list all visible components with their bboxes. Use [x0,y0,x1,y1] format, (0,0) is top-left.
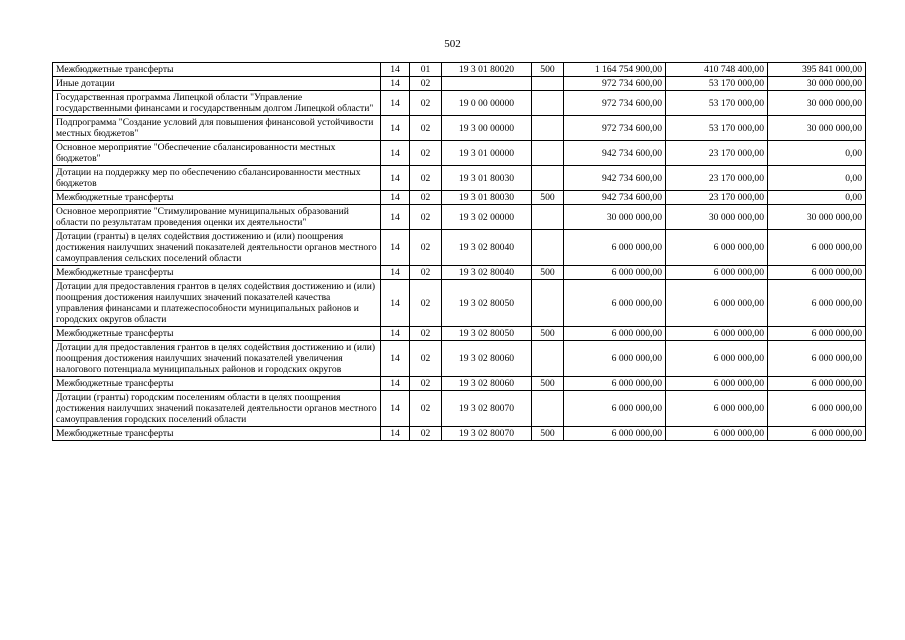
table-row [53,77,866,91]
table-row [53,266,866,280]
amount-year-3-cell: 30 000 000,00 [768,205,866,230]
expense-name-cell: Межбюджетные трансферты [53,377,381,391]
expense-name-cell: Дотации (гранты) городским поселениям области в целях поощрения достижения наилучших значений показателей деятельности органов местного самоуправления городских поселений области [53,391,381,427]
expense-type-cell: 500 [532,377,564,391]
table-row [53,141,866,166]
target-article-cell: 19 3 02 80050 [442,327,532,341]
amount-year-3-cell: 6 000 000,00 [768,391,866,427]
amount-year-1-cell: 6 000 000,00 [564,377,666,391]
amount-year-1-cell: 942 734 600,00 [564,191,666,205]
section-code-cell: 14 [381,77,410,91]
subsection-code-cell: 02 [410,141,442,166]
expense-type-cell [532,391,564,427]
target-article-cell: 19 3 02 80070 [442,391,532,427]
section-code-cell: 14 [381,327,410,341]
amount-year-2-cell: 53 170 000,00 [666,116,768,141]
amount-year-1-cell: 6 000 000,00 [564,391,666,427]
amount-year-2-cell: 6 000 000,00 [666,230,768,266]
expense-name-cell: Иные дотации [53,77,381,91]
subsection-code-cell: 02 [410,191,442,205]
subsection-code-cell: 02 [410,91,442,116]
amount-year-3-cell: 6 000 000,00 [768,427,866,441]
amount-year-1-cell: 972 734 600,00 [564,77,666,91]
amount-year-1-cell: 972 734 600,00 [564,116,666,141]
expense-type-cell [532,141,564,166]
expense-type-cell: 500 [532,63,564,77]
expense-type-cell [532,166,564,191]
amount-year-3-cell: 0,00 [768,166,866,191]
section-code-cell: 14 [381,116,410,141]
target-article-cell [442,77,532,91]
amount-year-2-cell: 53 170 000,00 [666,77,768,91]
table-row [53,377,866,391]
amount-year-1-cell: 30 000 000,00 [564,205,666,230]
amount-year-2-cell: 23 170 000,00 [666,191,768,205]
expense-name-cell: Межбюджетные трансферты [53,191,381,205]
subsection-code-cell: 02 [410,205,442,230]
section-code-cell: 14 [381,191,410,205]
expense-type-cell: 500 [532,191,564,205]
target-article-cell: 19 3 02 80060 [442,377,532,391]
expense-name-cell: Дотации на поддержку мер по обеспечению сбалансированности местных бюджетов [53,166,381,191]
section-code-cell: 14 [381,63,410,77]
amount-year-3-cell: 395 841 000,00 [768,63,866,77]
amount-year-2-cell: 23 170 000,00 [666,141,768,166]
expense-type-cell [532,205,564,230]
amount-year-3-cell: 30 000 000,00 [768,116,866,141]
target-article-cell: 19 3 01 80030 [442,191,532,205]
subsection-code-cell: 02 [410,166,442,191]
target-article-cell: 19 3 01 00000 [442,141,532,166]
target-article-cell: 19 3 02 80060 [442,341,532,377]
target-article-cell: 19 3 02 80070 [442,427,532,441]
target-article-cell: 19 3 00 00000 [442,116,532,141]
amount-year-3-cell: 0,00 [768,141,866,166]
expense-name-cell: Дотации для предоставления грантов в целях содействия достижению и (или) поощрения достижения наилучших значений показателей качества управления финансами и платежеспособности муниципальных районов и городских округов области [53,280,381,327]
subsection-code-cell: 02 [410,391,442,427]
amount-year-3-cell: 6 000 000,00 [768,280,866,327]
target-article-cell: 19 3 02 80050 [442,280,532,327]
subsection-code-cell: 02 [410,116,442,141]
table-row [53,63,866,77]
amount-year-3-cell: 6 000 000,00 [768,266,866,280]
amount-year-3-cell: 0,00 [768,191,866,205]
expense-name-cell: Дотации (гранты) в целях содействия достижению и (или) поощрения достижения наилучших значений показателей деятельности органов местного самоуправления сельских поселений области [53,230,381,266]
amount-year-1-cell: 6 000 000,00 [564,341,666,377]
subsection-code-cell: 02 [410,341,442,377]
table-row [53,391,866,427]
expense-name-cell: Основное мероприятие "Стимулирование муниципальных образований области по результатам проведения оценки их деятельности" [53,205,381,230]
amount-year-1-cell: 6 000 000,00 [564,230,666,266]
section-code-cell: 14 [381,391,410,427]
table-row [53,327,866,341]
amount-year-2-cell: 6 000 000,00 [666,391,768,427]
expense-type-cell: 500 [532,327,564,341]
section-code-cell: 14 [381,266,410,280]
amount-year-2-cell: 6 000 000,00 [666,341,768,377]
amount-year-2-cell: 6 000 000,00 [666,327,768,341]
table-row [53,166,866,191]
amount-year-1-cell: 6 000 000,00 [564,327,666,341]
subsection-code-cell: 01 [410,63,442,77]
expense-name-cell: Межбюджетные трансферты [53,63,381,77]
expense-type-cell [532,280,564,327]
section-code-cell: 14 [381,91,410,116]
amount-year-2-cell: 6 000 000,00 [666,377,768,391]
expense-name-cell: Основное мероприятие "Обеспечение сбалансированности местных бюджетов" [53,141,381,166]
expense-type-cell: 500 [532,427,564,441]
amount-year-2-cell: 23 170 000,00 [666,166,768,191]
table-row [53,280,866,327]
table-row [53,230,866,266]
target-article-cell: 19 3 01 80030 [442,166,532,191]
table-row [53,341,866,377]
section-code-cell: 14 [381,141,410,166]
section-code-cell: 14 [381,166,410,191]
amount-year-3-cell: 6 000 000,00 [768,377,866,391]
expense-name-cell: Межбюджетные трансферты [53,427,381,441]
table-row [53,427,866,441]
section-code-cell: 14 [381,280,410,327]
amount-year-1-cell: 6 000 000,00 [564,280,666,327]
expense-name-cell: Дотации для предоставления грантов в целях содействия достижению и (или) поощрения достижения наилучших значений показателей увеличения налогового потенциала муниципальных районов и городских округов [53,341,381,377]
expense-type-cell [532,77,564,91]
amount-year-1-cell: 6 000 000,00 [564,427,666,441]
section-code-cell: 14 [381,205,410,230]
amount-year-2-cell: 6 000 000,00 [666,280,768,327]
expense-type-cell: 500 [532,266,564,280]
section-code-cell: 14 [381,427,410,441]
subsection-code-cell: 02 [410,427,442,441]
subsection-code-cell: 02 [410,327,442,341]
table-row [53,116,866,141]
amount-year-1-cell: 6 000 000,00 [564,266,666,280]
expense-type-cell [532,116,564,141]
amount-year-1-cell: 1 164 754 900,00 [564,63,666,77]
amount-year-3-cell: 6 000 000,00 [768,230,866,266]
amount-year-3-cell: 30 000 000,00 [768,77,866,91]
expense-name-cell: Межбюджетные трансферты [53,266,381,280]
section-code-cell: 14 [381,377,410,391]
target-article-cell: 19 3 02 80040 [442,266,532,280]
table-row [53,91,866,116]
expense-name-cell: Государственная программа Липецкой области "Управление государственными финансами и государственным долгом Липецкой области" [53,91,381,116]
amount-year-2-cell: 6 000 000,00 [666,266,768,280]
section-code-cell: 14 [381,341,410,377]
target-article-cell: 19 3 02 80040 [442,230,532,266]
expense-name-cell: Подпрограмма "Создание условий для повышения финансовой устойчивости местных бюджетов" [53,116,381,141]
budget-table-body [53,63,866,441]
expense-type-cell [532,91,564,116]
target-article-cell: 19 0 00 00000 [442,91,532,116]
target-article-cell: 19 3 01 80020 [442,63,532,77]
amount-year-1-cell: 972 734 600,00 [564,91,666,116]
amount-year-3-cell: 30 000 000,00 [768,91,866,116]
table-row [53,191,866,205]
amount-year-2-cell: 53 170 000,00 [666,91,768,116]
table-row [53,205,866,230]
amount-year-3-cell: 6 000 000,00 [768,341,866,377]
amount-year-2-cell: 30 000 000,00 [666,205,768,230]
expense-type-cell [532,230,564,266]
subsection-code-cell: 02 [410,266,442,280]
expense-name-cell: Межбюджетные трансферты [53,327,381,341]
expense-type-cell [532,341,564,377]
amount-year-1-cell: 942 734 600,00 [564,166,666,191]
budget-table [52,62,866,441]
subsection-code-cell: 02 [410,77,442,91]
subsection-code-cell: 02 [410,230,442,266]
subsection-code-cell: 02 [410,280,442,327]
target-article-cell: 19 3 02 00000 [442,205,532,230]
subsection-code-cell: 02 [410,377,442,391]
amount-year-2-cell: 410 748 400,00 [666,63,768,77]
amount-year-1-cell: 942 734 600,00 [564,141,666,166]
amount-year-2-cell: 6 000 000,00 [666,427,768,441]
section-code-cell: 14 [381,230,410,266]
page-number: 502 [444,38,461,50]
amount-year-3-cell: 6 000 000,00 [768,327,866,341]
